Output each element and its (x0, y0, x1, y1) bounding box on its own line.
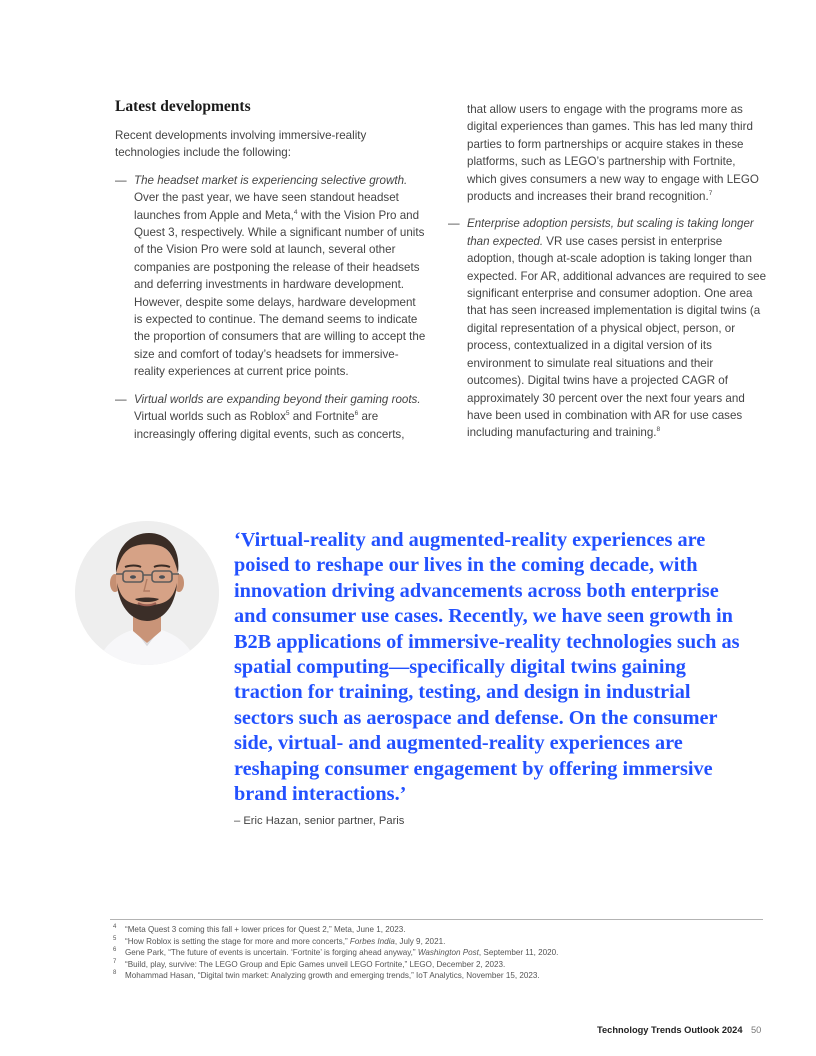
left-column (115, 127, 427, 453)
dash-bullet-marker: — (448, 217, 460, 231)
bullet-lead: Enterprise adoption persists, but scaling is taking longer than expected. (467, 217, 754, 248)
footnote-divider (110, 919, 763, 920)
bullet-lead: The headset market is experiencing selective growth. (134, 173, 408, 187)
footnotes-list (113, 924, 763, 982)
footnote-number: 6 (113, 947, 117, 954)
bullet-text: Over the past year, we have seen standout headset launches from Apple and Meta, (134, 191, 399, 222)
bullet-virtual-worlds (115, 391, 427, 443)
footnote-text: , July 9, 2021. (394, 936, 446, 946)
footnote-text: “How Roblox is setting the stage for more and more concerts,” (125, 936, 350, 946)
bullet-text: and Fortnite (289, 410, 355, 424)
footnote-item (113, 924, 763, 936)
footnote-text: Mohammad Hasan, “Digital twin market: Analyzing growth and emerging trends,” IoT Analytics, November 15, 2023. (125, 971, 540, 981)
footnote-source: Forbes India (349, 936, 395, 946)
footnote-ref[interactable]: 7 (708, 190, 713, 198)
bullet-text: that allow users to engage with the programs more as digital experiences than games. This has led many third parties to form partnerships or acquire stakes in these platforms, such as LEGO’s partnership with Fortnite, which gives consumers a new way to engage with LEGO products and increases their brand recognition. (467, 103, 759, 204)
dash-bullet-marker: — (115, 173, 127, 187)
bullet-text: Virtual worlds such as Roblox (134, 410, 286, 424)
footnote-number: 7 (113, 958, 117, 965)
footnote-item (113, 936, 763, 948)
pull-quote: ‘Virtual-reality and augmented-reality experiences are poised to reshape our lives in the coming decade, with innovation driving advancements across both enterprise and consumer use cases. Recently, we have seen growth in B2B applications of immersive-reality technologies such as spatial computing—specifically digital twins gaining traction for training, testing, and design in industrial sectors such as aerospace and defense. On the consumer side, virtual- and augmented-reality experiences are reshaping consumer engagement by offering immersive brand interactions.’ (234, 529, 740, 806)
footnote-ref[interactable]: 8 (656, 426, 661, 434)
footnote-text: “Meta Quest 3 coming this fall + lower prices for Quest 2,” Meta, June 1, 2023. (125, 925, 406, 934)
intro-paragraph: Recent developments involving immersive-reality technologies include the following: (115, 129, 367, 160)
footnote-number: 4 (113, 924, 117, 930)
footnote-ref[interactable]: 4 (293, 208, 298, 216)
footnote-source: Washington Post (417, 948, 479, 958)
bullet-virtual-worlds-continued (467, 101, 768, 205)
bullet-headset-market (115, 172, 427, 381)
footnote-ref[interactable]: 5 (285, 410, 290, 418)
quote-attribution: – Eric Hazan, senior partner, Paris (234, 815, 405, 827)
bullet-lead: Virtual worlds are expanding beyond their gaming roots. (134, 392, 421, 406)
bullet-enterprise-adoption (448, 215, 768, 441)
bullet-text: with the Vision Pro and Quest 3, respectively. While a significant number of units of the Vision Pro were sold at launch, several other companies are postponing the release of their headsets and deferring investments in hardware development. However, despite some delays, hardware development is expected to continue. The demand seems to indicate the proportion of consumers that are willing to accept the size and comfort of today’s headsets for immersive-reality experiences at current price points. (134, 208, 426, 379)
bullet-text: VR use cases persist in enterprise adoption, though at-scale adoption is taking longer than expected. For AR, additional advances are required to see significant enterprise and consumer adoption. One area that has seen increased implementation is digital twins (a digital representation of a physical object, person, or process, contextualized in a digital version of its environment to simulate real situations and their outcomes). Digital twins have a projected CAGR of approximately 30 percent over the next four years and have been used in combination with AR for use cases including manufacturing and training. (467, 234, 767, 440)
dash-bullet-marker: — (115, 392, 127, 406)
right-column (448, 101, 768, 452)
footnote-ref[interactable]: 6 (354, 410, 359, 418)
footnote-number: 8 (113, 970, 117, 977)
footnote-text: Gene Park, “The future of events is uncertain. ‘Fortnite’ is forging ahead anyway,” (125, 948, 418, 958)
page-number: 50 (751, 1025, 762, 1035)
footnote-item (113, 959, 763, 971)
footnote-text: “Build, play, survive: The LEGO Group and Epic Games unveil LEGO Fortnite,” LEGO, December 2, 2023. (125, 959, 506, 969)
footnote-number: 5 (113, 935, 117, 942)
section-heading: Latest developments (115, 98, 251, 115)
bullet-text: are increasingly offering digital events, such as concerts, (134, 410, 405, 441)
footer-publication-title: Technology Trends Outlook 2024 (597, 1025, 743, 1035)
footnote-item (113, 947, 763, 959)
footnote-item (113, 970, 763, 982)
footnote-text: , September 11, 2020. (478, 948, 559, 958)
portrait-illustration (75, 521, 219, 665)
author-portrait (75, 521, 219, 665)
